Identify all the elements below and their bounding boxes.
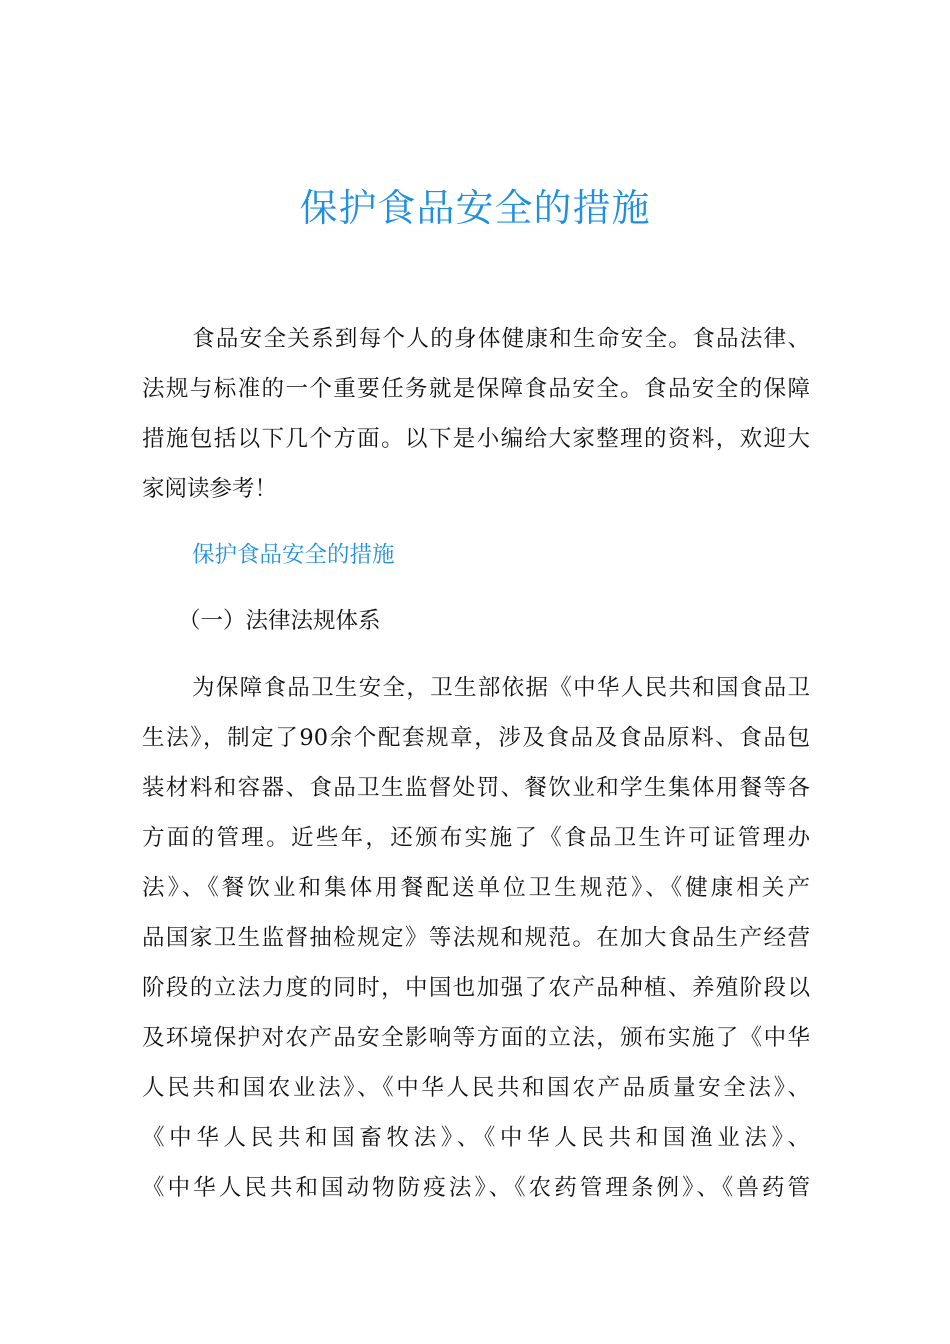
intro-line-4: 家阅读参考！	[142, 476, 278, 502]
section-subheading: 保护食品安全的措施	[192, 542, 395, 568]
body-line-3: 装材料和容器、食品卫生监督处罚、餐饮业和学生集体用餐等各	[142, 775, 810, 801]
body-line-11: 《中华人民共和国动物防疫法》、《农药管理条例》、《兽药管	[142, 1175, 810, 1201]
body-line-7: 阶段的立法力度的同时，中国也加强了农产品种植、养殖阶段以	[142, 975, 810, 1001]
body-line-1: 为保障食品卫生安全，卫生部依据《中华人民共和国食品卫	[192, 675, 810, 701]
body-line-5: 法》、《餐饮业和集体用餐配送单位卫生规范》、《健康相关产	[142, 875, 810, 901]
intro-line-2: 法规与标准的一个重要任务就是保障食品安全。食品安全的保障	[142, 376, 810, 402]
body-line-9: 人民共和国农业法》、《中华人民共和国农产品质量安全法》、	[142, 1075, 810, 1101]
body-line-2: 生法》，制定了90余个配套规章，涉及食品及食品原料、食品包	[142, 725, 810, 751]
document-title: 保护食品安全的措施	[299, 186, 651, 230]
body-line-4: 方面的管理。近些年，还颁布实施了《食品卫生许可证管理办	[142, 825, 810, 851]
intro-line-3: 措施包括以下几个方面。以下是小编给大家整理的资料，欢迎大	[142, 426, 810, 452]
section-title: （一）法律法规体系	[178, 608, 381, 634]
body-line-6: 品国家卫生监督抽检规定》等法规和规范。在加大食品生产经营	[142, 925, 810, 951]
intro-line-1: 食品安全关系到每个人的身体健康和生命安全。食品法律、	[192, 326, 810, 352]
body-line-10: 《中华人民共和国畜牧法》、《中华人民共和国渔业法》、	[142, 1125, 810, 1151]
body-line-8: 及环境保护对农产品安全影响等方面的立法，颁布实施了《中华	[142, 1025, 810, 1051]
